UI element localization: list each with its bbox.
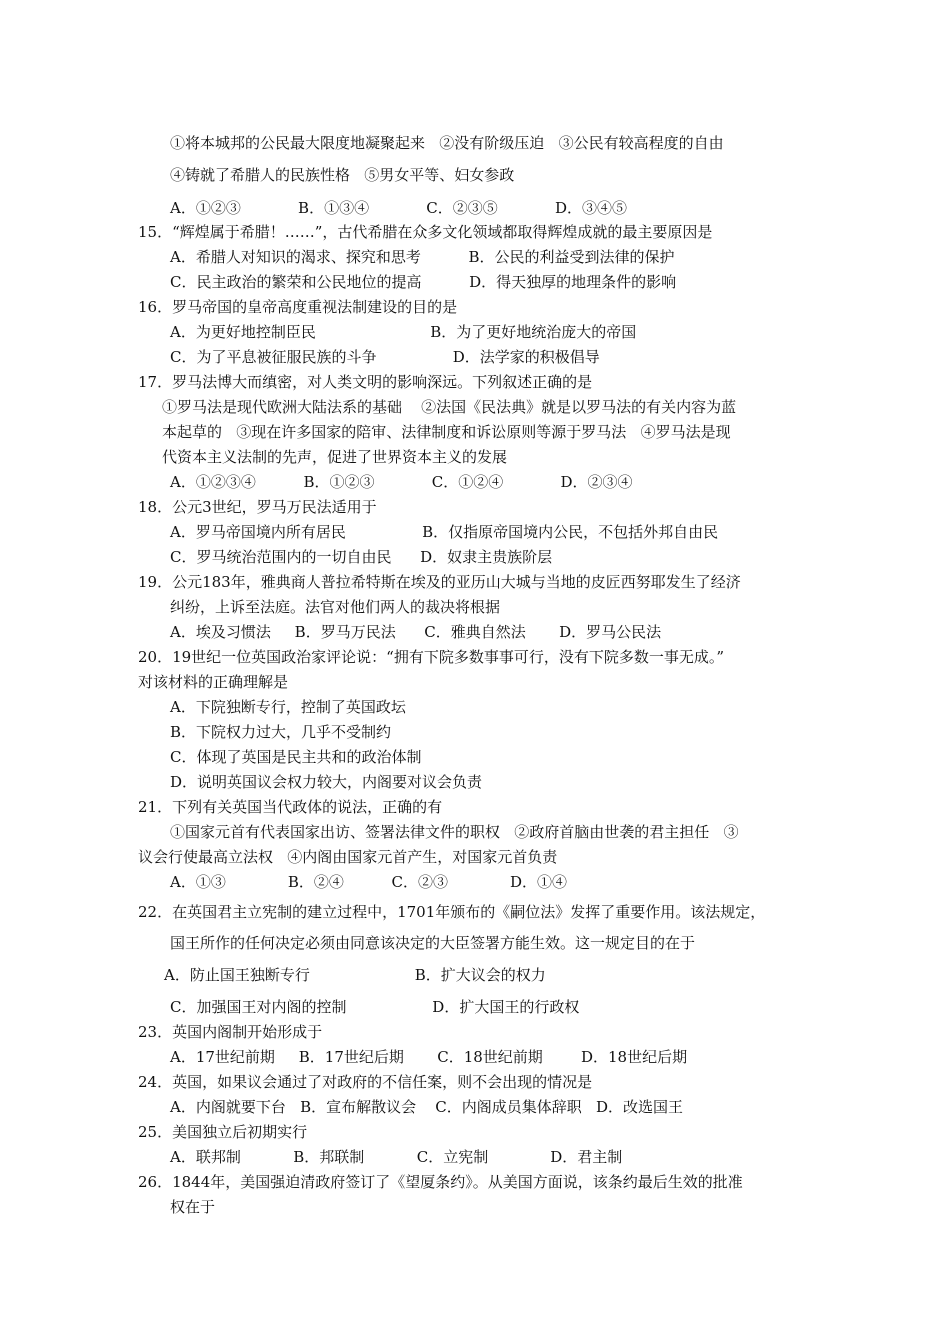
q21-statements-line-1: ①国家元首有代表国家出访、签署法律文件的职权 ②政府首脑由世袭的君主担任 ③ (170, 823, 739, 841)
q14-statements-line-2: ④铸就了希腊人的民族性格 ⑤男女平等、妇女参政 (170, 166, 515, 184)
q17-statements-line-1: ①罗马法是现代欧洲大陆法系的基础 ②法国《民法典》就是以罗马法的有关内容为蓝 (162, 398, 737, 416)
q20-stem-line-2: 对该材料的正确理解是 (138, 673, 289, 691)
q24-stem: 24．英国，如果议会通过了对政府的不信任案，则不会出现的情况是 (138, 1073, 593, 1091)
q24-options: A．内阁就要下台 B．宣布解散议会 C．内阁成员集体辞职 D．改选国王 (170, 1098, 684, 1116)
q20-stem-line-1: 20．19世纪一位英国政治家评论说：“拥有下院多数事事可行，没有下院多数一事无成。” (138, 648, 725, 666)
q22-stem-line-2: 国王所作的任何决定必须由同意该决定的大臣签署方能生效。这一规定目的在于 (170, 934, 696, 952)
q17-options: A．①②③④ B．①②③ C．①②④ D．②③④ (170, 473, 633, 491)
q26-stem-line-1: 26．1844年，美国强迫清政府签订了《望厦条约》。从美国方面说，该条约最后生效的批准 (138, 1173, 743, 1191)
q22-stem-line-1: 22．在英国君主立宪制的建立过程中，1701年颁布的《嗣位法》发挥了重要作用。该法规定， (138, 903, 766, 921)
q16-stem: 16．罗马帝国的皇帝高度重视法制建设的目的是 (138, 298, 458, 316)
q21-options: A．①③ B．②④ C．②③ D．①④ (170, 873, 568, 891)
q21-statements-line-2: 议会行使最高立法权 ④内阁由国家元首产生，对国家元首负责 (138, 848, 558, 866)
q26-stem-line-2: 权在于 (170, 1198, 216, 1216)
q25-options: A．联邦制 B．邦联制 C．立宪制 D．君主制 (170, 1148, 623, 1166)
q18-options-cd: C．罗马统治范围内的一切自由民 D．奴隶主贵族阶层 (170, 548, 553, 566)
q17-stem: 17．罗马法博大而缜密，对人类文明的影响深远。下列叙述正确的是 (138, 373, 593, 391)
q20-option-d: D．说明英国议会权力较大，内阁要对议会负责 (170, 773, 483, 791)
q20-option-a: A．下院独断专行，控制了英国政坛 (170, 698, 406, 716)
q22-options-ab: A．防止国王独断专行 B．扩大议会的权力 (164, 966, 546, 984)
q21-stem: 21．下列有关英国当代政体的说法，正确的有 (138, 798, 443, 816)
q14-statements-line-1: ①将本城邦的公民最大限度地凝聚起来 ②没有阶级压迫 ③公民有较高程度的自由 (170, 134, 724, 152)
q14-options: A．①②③ B．①③④ C．②③⑤ D．③④⑤ (170, 199, 628, 217)
q23-options: A．17世纪前期 B．17世纪后期 C．18世纪前期 D．18世纪后期 (170, 1048, 688, 1066)
q16-options-cd: C．为了平息被征服民族的斗争 D．法学家的积极倡导 (170, 348, 600, 366)
q19-stem-line-2: 纠纷，上诉至法庭。法官对他们两人的裁决将根据 (170, 598, 501, 616)
q15-options-ab: A．希腊人对知识的渴求、探究和思考 B．公民的利益受到法律的保护 (170, 248, 675, 266)
q17-statements-line-3: 代资本主义法制的先声，促进了世界资本主义的发展 (162, 448, 508, 466)
q25-stem: 25．美国独立后初期实行 (138, 1123, 308, 1141)
q15-stem: 15．“辉煌属于希腊！……”，古代希腊在众多文化领域都取得辉煌成就的最主要原因是 (138, 223, 713, 241)
q18-options-ab: A．罗马帝国境内所有居民 B．仅指原帝国境内公民，不包括外邦自由民 (170, 523, 719, 541)
q18-stem: 18．公元3世纪，罗马万民法适用于 (138, 498, 377, 516)
q19-stem-line-1: 19．公元183年，雅典商人普拉希特斯在埃及的亚历山大城与当地的皮匠西努耶发生了经济 (138, 573, 741, 591)
q20-option-c: C．体现了英国是民主共和的政治体制 (170, 748, 422, 766)
q23-stem: 23．英国内阁制开始形成于 (138, 1023, 323, 1041)
q20-option-b: B．下院权力过大，几乎不受制约 (170, 723, 392, 741)
q16-options-ab: A．为更好地控制臣民 B．为了更好地统治庞大的帝国 (170, 323, 637, 341)
q15-options-cd: C．民主政治的繁荣和公民地位的提高 D．得天独厚的地理条件的影响 (170, 273, 677, 291)
q19-options: A．埃及习惯法 B．罗马万民法 C．雅典自然法 D．罗马公民法 (170, 623, 662, 641)
q17-statements-line-2: 本起草的 ③现在许多国家的陪审、法律制度和诉讼原则等源于罗马法 ④罗马法是现 (162, 423, 731, 441)
q22-options-cd: C．加强国王对内阁的控制 D．扩大国王的行政权 (170, 998, 580, 1016)
